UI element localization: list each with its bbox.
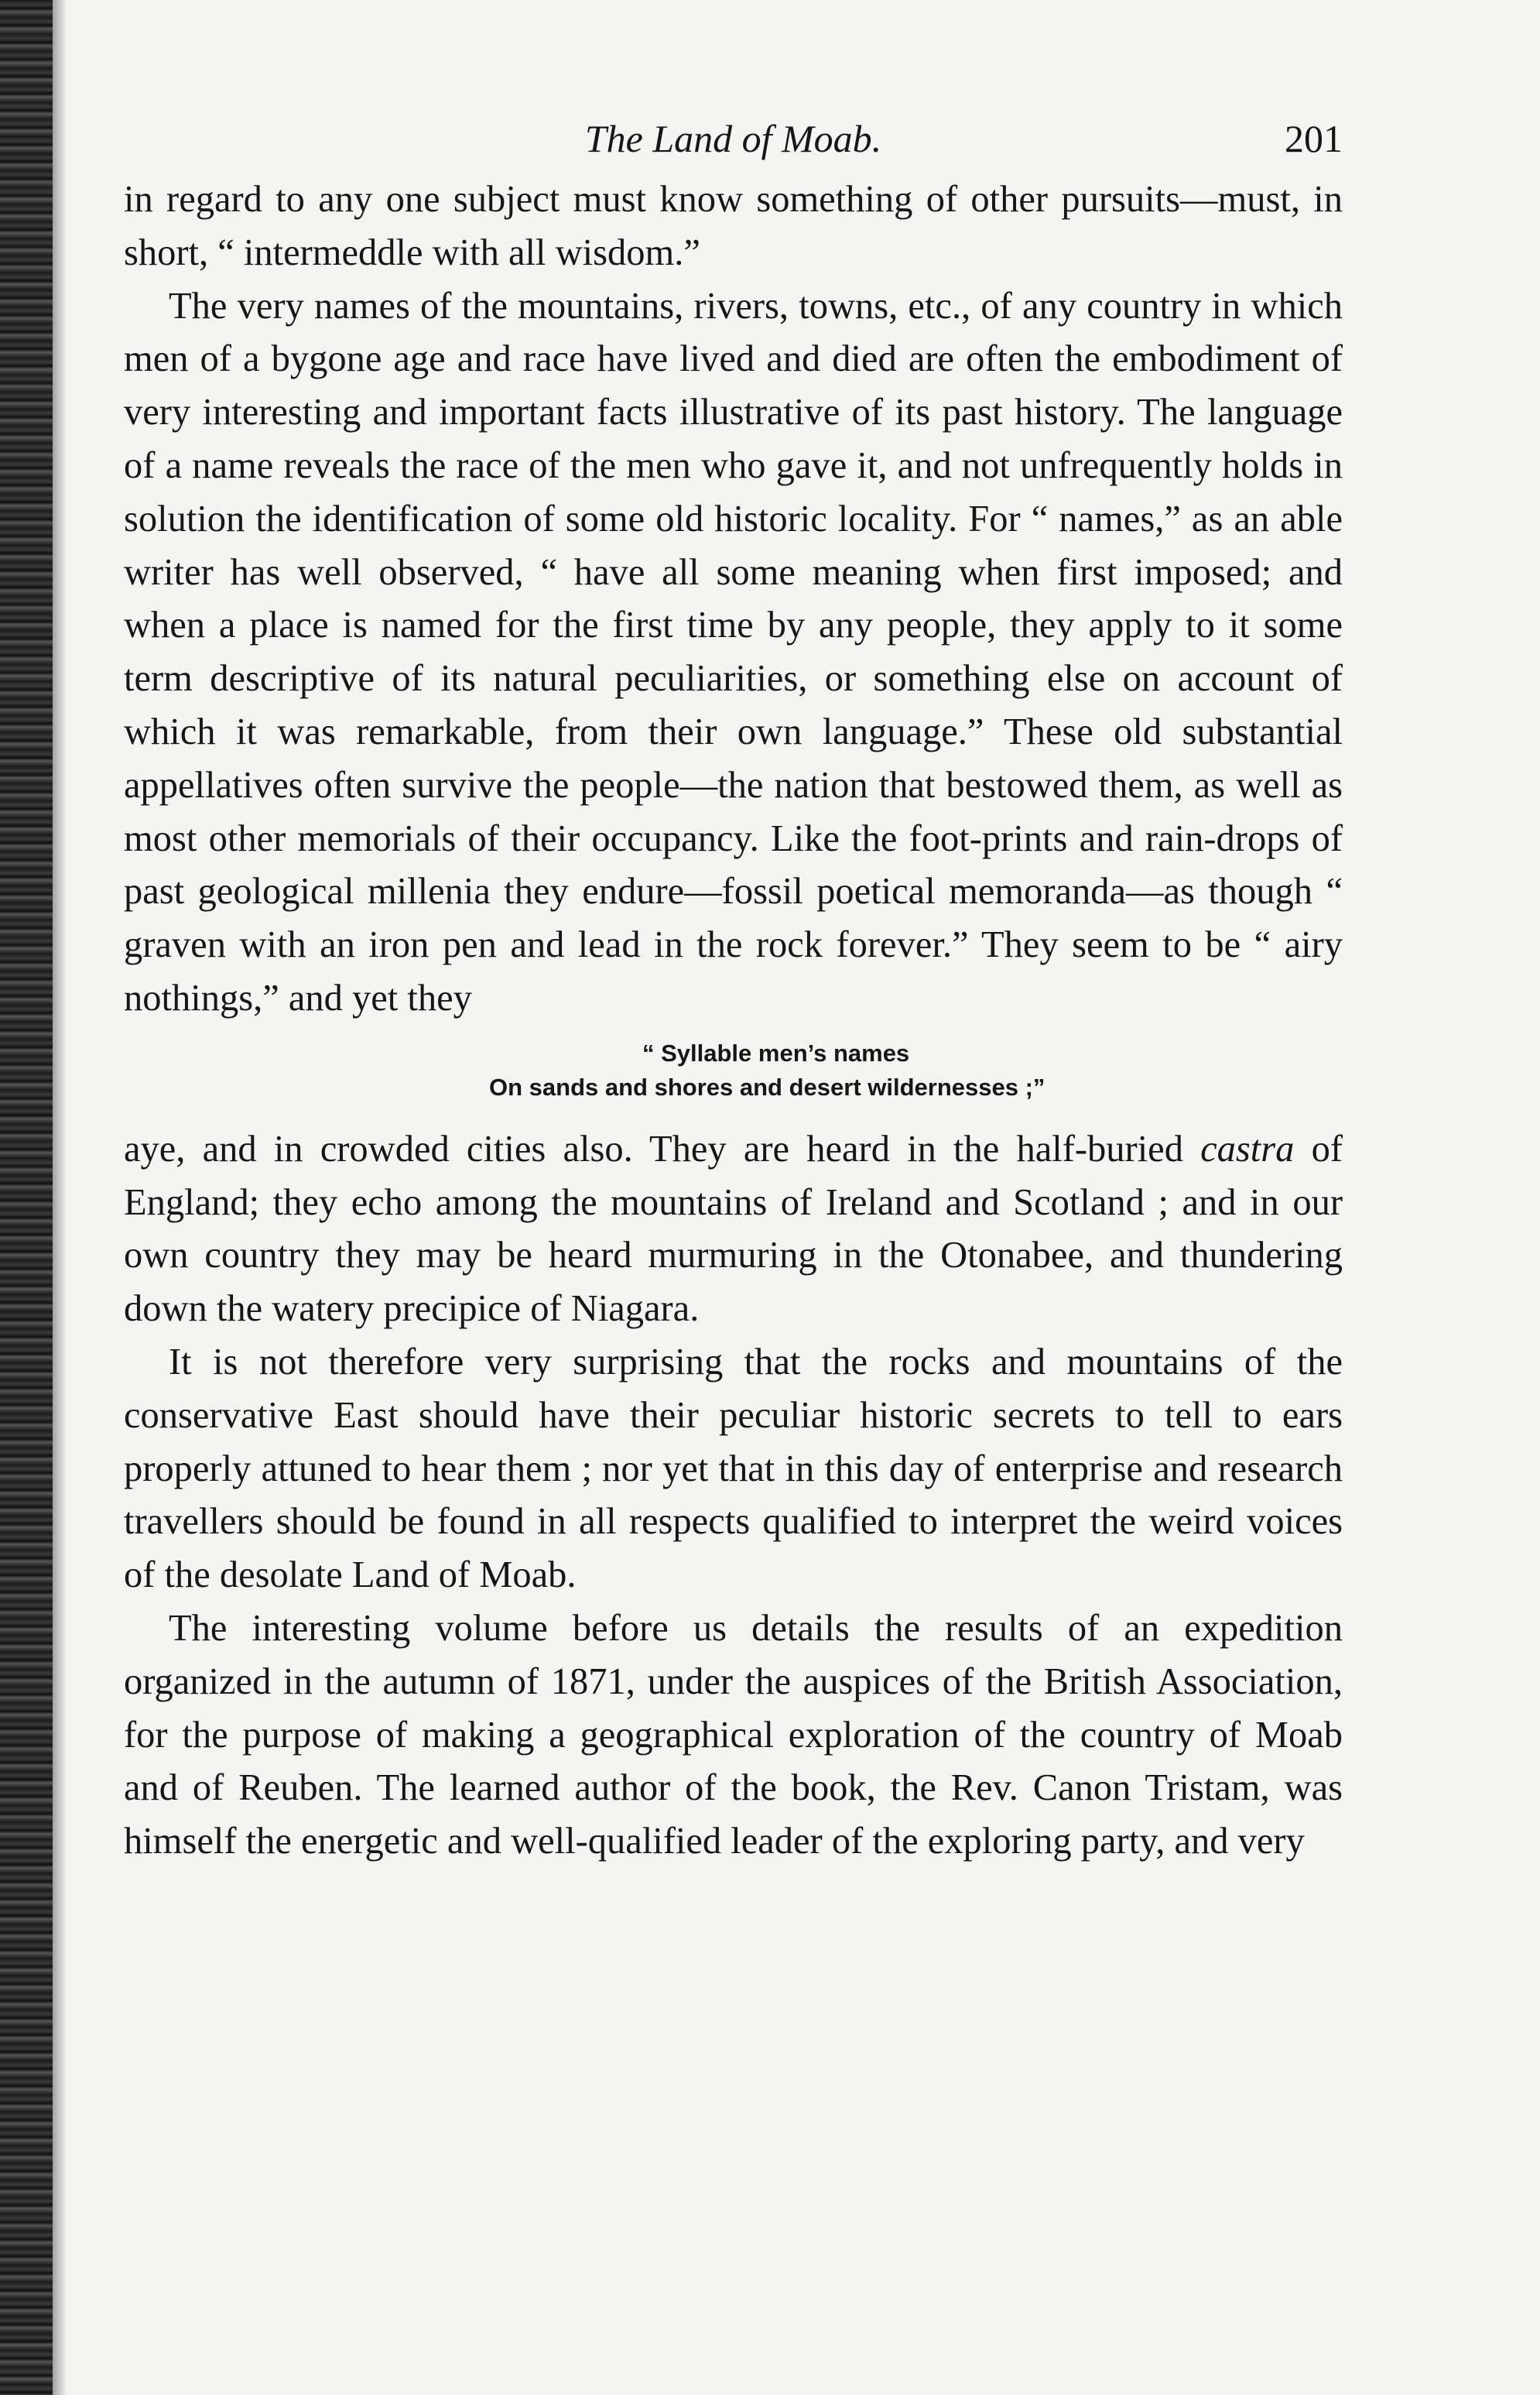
text-run: of England; they echo among the mountains of Ireland and Scotland ; and in our own country they may be heard murmuring in the Otonabee, and thundering down the watery precipice of Niagara.: [124, 1128, 1343, 1330]
scan-edge-shadow: [53, 0, 67, 2395]
scan-binding-edge: [0, 0, 53, 2395]
page-number: 201: [1285, 117, 1343, 160]
paragraph-cities: [124, 1123, 1343, 1336]
running-head: [124, 116, 1343, 173]
paragraph-volume: The interesting volume before us details the results of an expedition organized in the autumn of 1871, under the auspices of the British Association, for the purpose of making a geographical exploration of the country of Moab and of Reuben. The learned author of the book, the Rev. Canon Tristam, was himself the energetic and well-qualified leader of the exploring party, and very: [124, 1607, 1343, 1862]
verse-line: “ Syllable men’s names: [642, 1039, 910, 1067]
book-page: [124, 116, 1343, 1869]
paragraph-east: It is not therefore very surprising that the rocks and mountains of the conservative East should have their peculiar historic secrets to tell to ears properly attuned to hear them ; nor yet that in this day of enterprise and research travellers should be found in all respects qualified to interpret the weird voices of the desolate Land of Moab.: [124, 1341, 1343, 1596]
verse-quotation: [124, 1036, 1343, 1105]
italic-term: castra: [1200, 1128, 1295, 1170]
running-title: The Land of Moab.: [584, 117, 882, 160]
verse-line: On sands and shores and desert wildernesses ;”: [489, 1073, 1045, 1101]
paragraph-names: The very names of the mountains, rivers, towns, etc., of any country in which men of a bygone age and race have lived and died are often the embodiment of very interesting and important facts illustrative of its past history. The language of a name reveals the race of the men who gave it, and not unfrequently holds in solution the identification of some old historic locality. For “ names,” as an able writer has well observed, “ have all some meaning when first imposed; and when a place is named for the first time by any people, they apply to it some term descriptive of its natural peculiarities, or something else on account of which it was remarkable, from their own language.” These old substantial appellatives often survive the people—the nation that bestowed them, as well as most other memorials of their occupancy. Like the foot-prints and rain-drops of past geological millenia they endure—fossil poetical memoranda—as though “ graven with an iron pen and lead in the rock forever.” They seem to be “ airy nothings,” and yet they: [124, 285, 1343, 1019]
body-text: [124, 173, 1343, 1869]
paragraph-continued: in regard to any one subject must know something of other pursuits—must, in short, “ intermeddle with all wisdom.”: [124, 179, 1343, 273]
text-run: aye, and in crowded cities also. They are heard in the half-buried: [124, 1128, 1201, 1170]
